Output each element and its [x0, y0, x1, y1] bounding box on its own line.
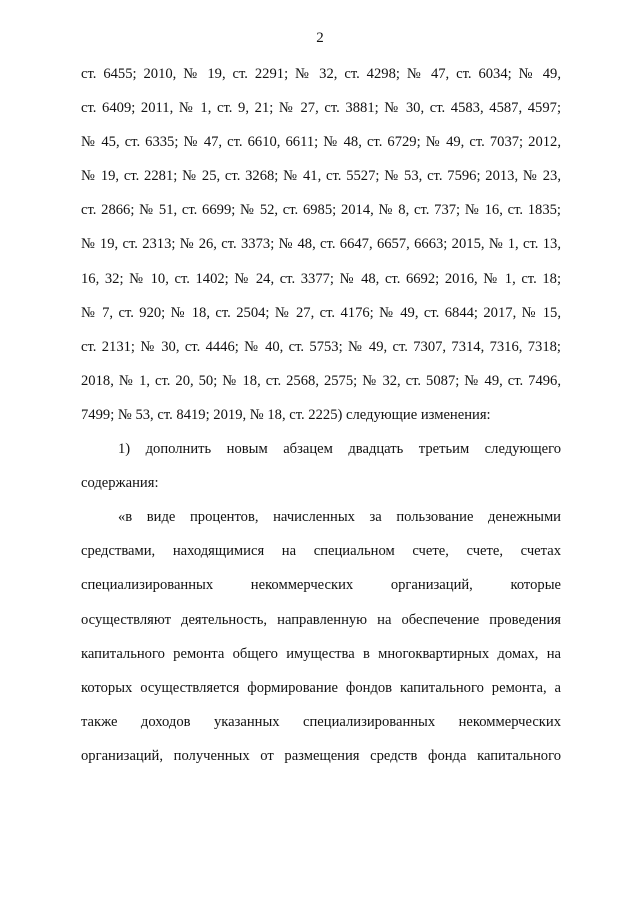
text-line: содержания:	[81, 475, 159, 492]
text-line: «в виде процентов, начисленных за пользование денежными	[118, 509, 561, 526]
paragraph-citations	[81, 63, 561, 438]
text-line: 2018, № 1, ст. 20, 50; № 18, ст. 2568, 2575; № 32, ст. 5087; № 49, ст. 7496,	[81, 372, 561, 389]
text-line: которых осуществляется формирование фондов капитального ремонта, а	[81, 679, 561, 696]
text-line: ст. 6455; 2010, № 19, ст. 2291; № 32, ст. 4298; № 47, ст. 6034; № 49,	[81, 66, 561, 82]
paragraph-amendment-item	[81, 438, 561, 506]
text-line: также доходов указанных специализированных некоммерческих	[81, 713, 561, 730]
text-line: капитального ремонта общего имущества в многоквартирных домах, на	[81, 645, 561, 662]
page-number: 2	[316, 30, 324, 46]
document-body	[81, 63, 561, 779]
text-line: № 19, ст. 2313; № 26, ст. 3373; № 48, ст. 6647, 6657, 6663; 2015, № 1, ст. 13,	[81, 236, 561, 253]
text-line: 16, 32; № 10, ст. 1402; № 24, ст. 3377; № 48, ст. 6692; 2016, № 1, ст. 18;	[81, 270, 561, 287]
text-line: 7499; № 53, ст. 8419; 2019, № 18, ст. 2225) следующие изменения:	[81, 406, 491, 423]
text-line: № 45, ст. 6335; № 47, ст. 6610, 6611; № 48, ст. 6729; № 49, ст. 7037; 2012,	[81, 134, 561, 151]
text-line: ст. 2131; № 30, ст. 4446; № 40, ст. 5753; № 49, ст. 7307, 7314, 7316, 7318;	[81, 338, 561, 355]
text-line: специализированных некоммерческих организаций, которые	[81, 577, 561, 594]
text-line: средствами, находящимися на специальном счете, счете, счетах	[81, 543, 561, 560]
text-line: № 7, ст. 920; № 18, ст. 2504; № 27, ст. 4176; № 49, ст. 6844; 2017, № 15,	[81, 304, 561, 321]
text-line: ст. 6409; 2011, № 1, ст. 9, 21; № 27, ст. 3881; № 30, ст. 4583, 4587, 4597;	[81, 100, 561, 117]
text-line: ст. 2866; № 51, ст. 6699; № 52, ст. 6985; 2014, № 8, ст. 737; № 16, ст. 1835;	[81, 202, 561, 219]
text-line: организаций, полученных от размещения средств фонда капитального	[81, 747, 561, 764]
text-line: 1) дополнить новым абзацем двадцать третьим следующего	[118, 441, 561, 458]
paragraph-quoted-text	[81, 506, 561, 779]
text-line: осуществляют деятельность, направленную на обеспечение проведения	[81, 611, 561, 628]
text-line: № 19, ст. 2281; № 25, ст. 3268; № 41, ст. 5527; № 53, ст. 7596; 2013, № 23,	[81, 168, 561, 185]
